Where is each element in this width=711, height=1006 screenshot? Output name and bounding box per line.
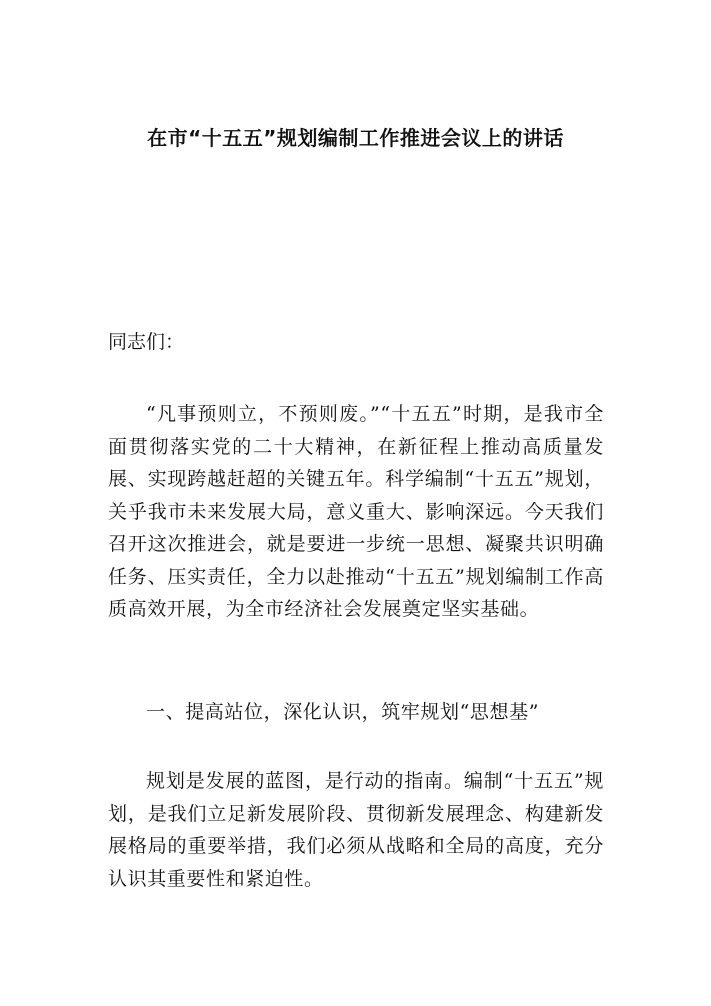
paragraph-1: “凡事预则立，不预则废。”“十五五”时期，是我市全面贯彻落实党的二十大精神，在新征程上推动高质量发展、实现跨越赶超的关键五年。科学编制“十五五”规划，关乎我市未来发展大局，意义重大、影响深远。今天我们召开这次推进会，就是要进一步统一思想、凝聚共识明确任务、压实责任，全力以赴推动“十五五”规划编制工作高质高效开展，为全市经济社会发展奠定坚实基础。 <box>108 403 604 620</box>
salutation: 同志们： <box>108 331 185 353</box>
document-title: 在市“十五五”规划编制工作推进会议上的讲话 <box>147 126 564 150</box>
section-heading-1: 一、提高站位，深化认识，筑牢规划“思想基” <box>146 701 540 723</box>
paragraph-2: 规划是发展的蓝图，是行动的指南。编制“十五五”规划，是我们立足新发展阶段、贯彻新发展理念、构建新发展格局的重要举措，我们必须从战略和全局的高度，充分认识其重要性和紧迫性。 <box>108 770 604 890</box>
